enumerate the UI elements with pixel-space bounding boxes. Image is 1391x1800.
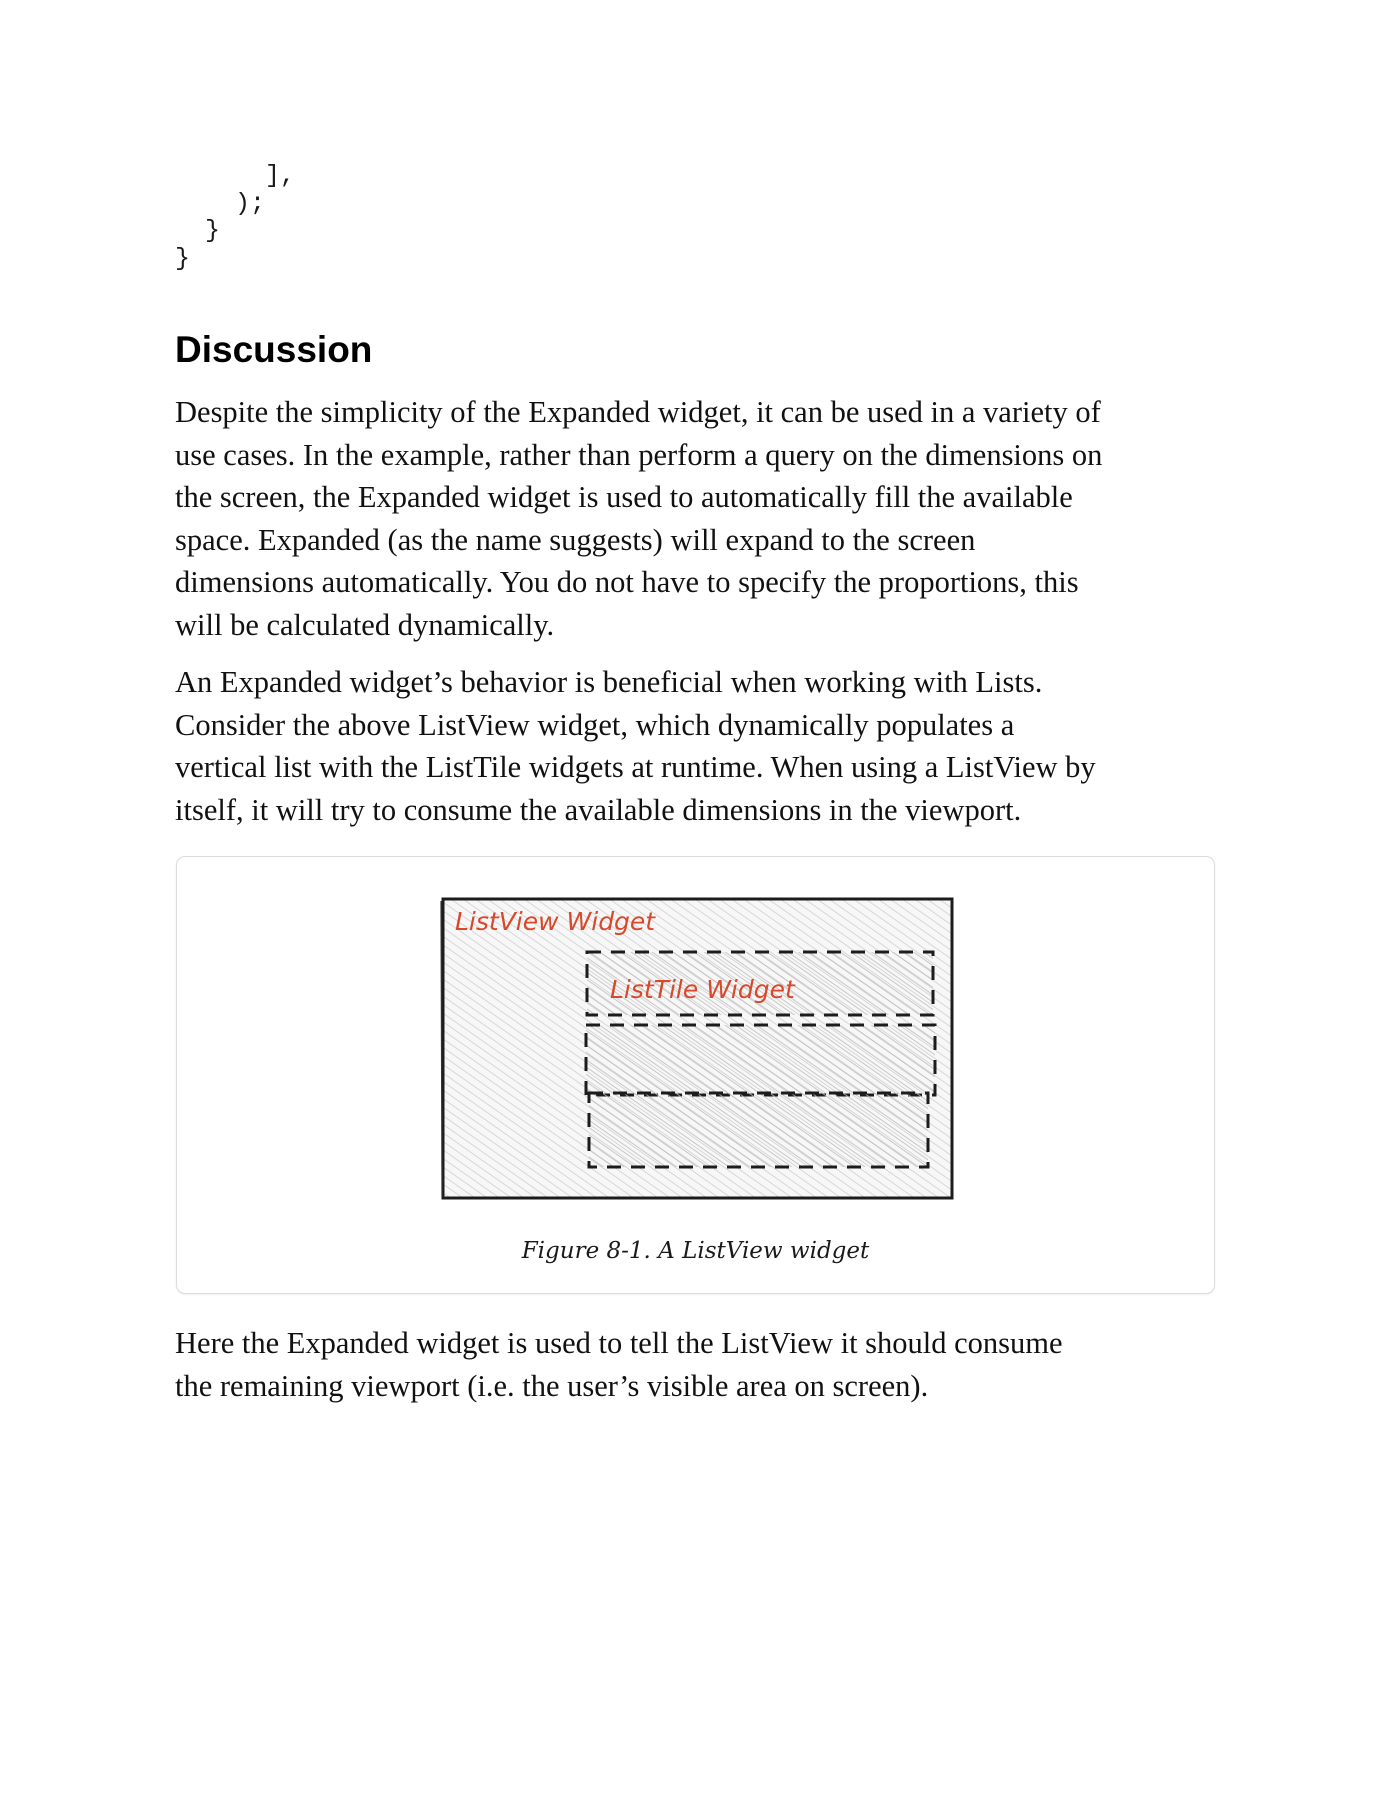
listtile-label: ListTile Widget xyxy=(610,975,795,1004)
text-line: An Expanded widget’s behavior is beneficial when working with Lists. xyxy=(175,665,1043,699)
code-line: ], xyxy=(175,161,296,190)
text-line: Despite the simplicity of the Expanded widget, it can be used in a variety of xyxy=(175,395,1101,429)
section-heading: Discussion xyxy=(175,329,373,370)
text-line: space. Expanded (as the name suggests) will expand to the screen xyxy=(175,522,976,557)
listview-label: ListView Widget xyxy=(455,907,656,936)
text-line: the screen, the Expanded widget is used to automatically fill the available xyxy=(175,480,1073,515)
code-line: ); xyxy=(175,188,266,218)
code-line: } xyxy=(175,216,221,245)
paragraph-expanded-intro xyxy=(175,391,1235,647)
code-line: } xyxy=(175,243,191,273)
code-snippet-tail xyxy=(175,162,295,272)
text-line: Here the Expanded widget is used to tell the ListView it should consume xyxy=(175,1326,1063,1360)
listtile-box xyxy=(586,1025,935,1095)
listtile-box xyxy=(589,1093,928,1167)
paragraph-listview-behavior xyxy=(175,661,1235,831)
text-line: will be calculated dynamically. xyxy=(175,607,555,642)
text-line: itself, it will try to consume the available dimensions in the viewport. xyxy=(175,792,1022,827)
listview-diagram xyxy=(430,885,970,1215)
paragraph-expanded-conclusion xyxy=(175,1322,1235,1407)
text-line: use cases. In the example, rather than perform a query on the dimensions on xyxy=(175,437,1103,472)
text-line: the remaining viewport (i.e. the user’s visible area on screen). xyxy=(175,1368,929,1403)
text-line: Consider the above ListView widget, which dynamically populates a xyxy=(175,707,1015,742)
text-line: dimensions automatically. You do not have to specify the proportions, this xyxy=(175,565,1079,600)
figure-caption: Figure 8-1. A ListView widget xyxy=(521,1238,870,1264)
text-line: vertical list with the ListTile widgets at runtime. When using a ListView by xyxy=(175,750,1096,785)
